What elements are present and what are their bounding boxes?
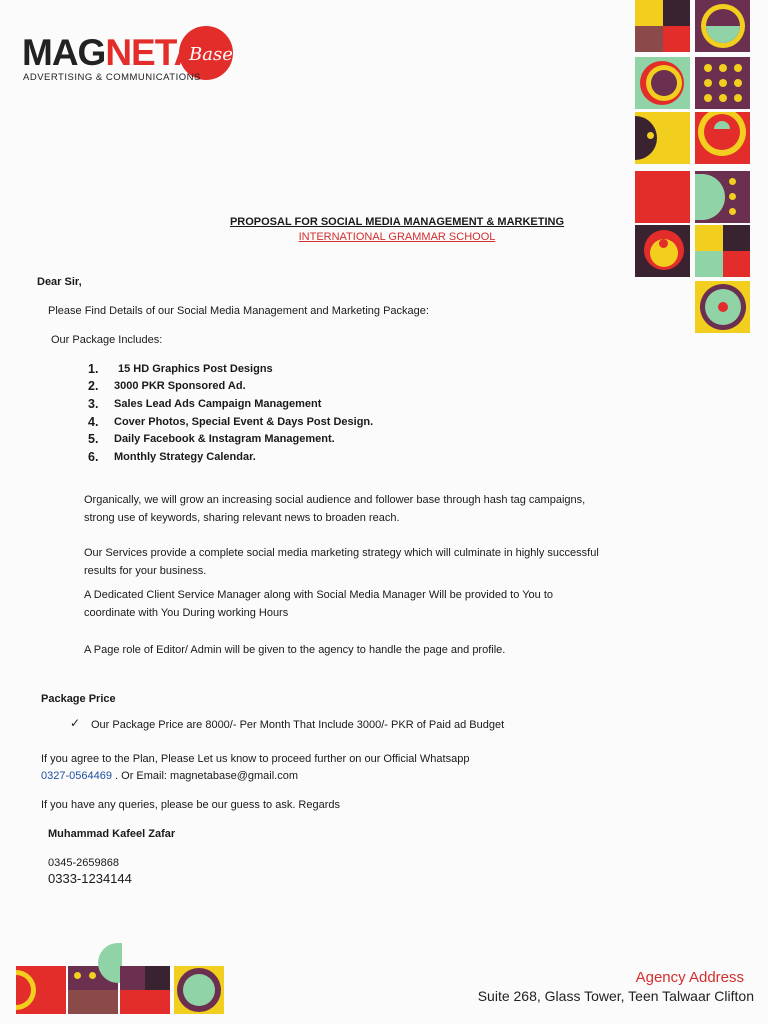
intro-text: Please Find Details of our Social Media Management and Marketing Package: <box>48 305 429 317</box>
list-item: 3. Sales Lead Ads Campaign Management <box>88 396 322 411</box>
phone-1: 0345-2659868 <box>48 857 119 869</box>
logo-script-text: Base <box>189 44 233 65</box>
list-item: 5. Daily Facebook & Instagram Management. <box>88 432 335 447</box>
price-text: Our Package Price are 8000/- Per Month That Include 3000/- PKR of Paid ad Budget <box>91 719 505 731</box>
address-title: Agency Address <box>635 969 744 986</box>
logo-tagline: ADVERTISING & COMMUNICATIONS <box>23 72 201 83</box>
agree-text: If you agree to the Plan, Please Let us know to proceed further on our Official Whatsapp <box>41 753 470 765</box>
decor-tile-quad <box>635 0 690 52</box>
contact-line <box>41 768 298 785</box>
decor-tile-crescent <box>635 57 690 109</box>
address-line: Suite 268, Glass Tower, Teen Talwaar Clifton <box>477 988 754 1004</box>
greeting: Dear Sir, <box>37 276 82 288</box>
client-name: INTERNATIONAL GRAMMAR SCHOOL <box>298 231 496 243</box>
queries-text: If you have any queries, please be our guess to ask. Regards <box>41 799 341 811</box>
decor-tile-bullseye <box>695 281 750 333</box>
decor-tile-bottom-1 <box>16 966 66 1014</box>
decor-tile-half-circle <box>635 112 690 164</box>
list-item: 4. Cover Photos, Special Event & Days Post Design. <box>88 414 374 429</box>
phone-2: 0333-1234144 <box>48 871 132 886</box>
bullet-text-3: A Dedicated Client Service Manager along with Social Media Manager Will be provided to You to coordinate with You During working Hours <box>84 589 553 619</box>
bullet-text-2: Our Services provide a complete social media marketing strategy which will culminate in highly successful results for your business. <box>84 547 599 577</box>
whatsapp-link[interactable]: 0327-0564469 <box>41 770 112 782</box>
bullet-text-4: A Page role of Editor/ Admin will be given to the agency to handle the page and profile. <box>84 644 506 656</box>
list-item: 2. 3000 PKR Sponsored Ad. <box>88 379 246 394</box>
list-item: 1. 15 HD Graphics Post Designs <box>88 361 273 376</box>
logo-wordmark: MAGNETA <box>22 32 200 73</box>
decor-tile-ring <box>695 0 750 52</box>
email-text: . Or Email: magnetabase@gmail.com <box>111 770 298 782</box>
proposal-title: PROPOSAL FOR SOCIAL MEDIA MANAGEMENT & MARKETING <box>229 216 565 228</box>
package-list <box>88 360 373 466</box>
decor-tile-dots <box>695 57 750 109</box>
bullet-text-1: Organically, we will grow an increasing social audience and follower base through hash tag campaigns, strong use of keywords, sharing relevant news to broaden reach. <box>84 494 586 524</box>
price-heading: Package Price <box>41 693 116 705</box>
checkmark-icon: ✓ <box>70 716 81 730</box>
decor-tile-yellow-ring <box>695 112 750 164</box>
signer-name: Muhammad Kafeel Zafar <box>48 828 176 840</box>
decor-tile-bottom-3 <box>120 966 170 1014</box>
decor-tile-bottom-4 <box>174 966 224 1014</box>
includes-label: Our Package Includes: <box>51 334 163 346</box>
list-item: 6. Monthly Strategy Calendar. <box>88 449 256 464</box>
